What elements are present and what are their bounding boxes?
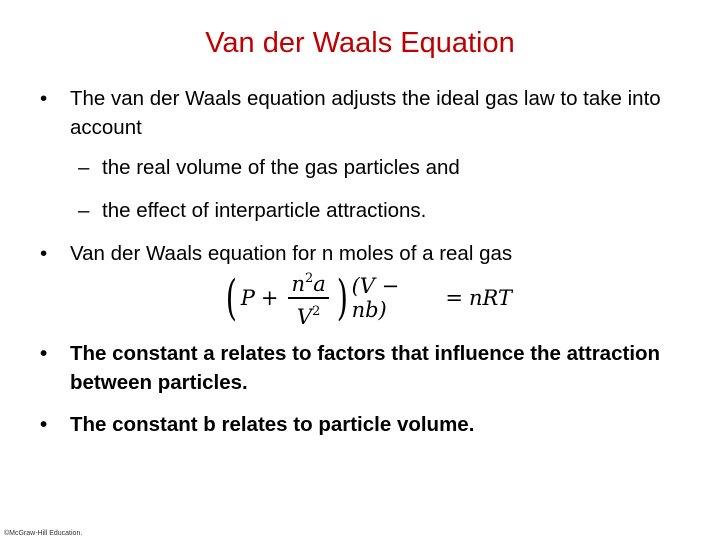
van-der-waals-equation bbox=[222, 266, 512, 330]
numerator-n: n bbox=[291, 272, 306, 297]
bullet-dot: • bbox=[40, 87, 48, 110]
bullet-constant-b bbox=[40, 410, 690, 439]
equation-plus: + bbox=[260, 286, 279, 310]
equation-numerator bbox=[288, 266, 328, 297]
equation-close-paren: ) bbox=[336, 270, 348, 326]
sub-bullet-dash: – bbox=[78, 156, 90, 179]
bullet-constant-a bbox=[40, 339, 690, 397]
equation-volume-term: (V − nb) bbox=[351, 274, 400, 322]
sub-bullet-real-volume bbox=[78, 153, 678, 182]
bullet-text: The constant a relates to factors that influence the attraction between particles. bbox=[70, 342, 661, 394]
slide-title: Van der Waals Equation bbox=[205, 27, 515, 59]
bullet-text: Van der Waals equation for n moles of a real gas bbox=[70, 242, 513, 265]
equation-denominator bbox=[294, 299, 323, 330]
bullet-text: The constant b relates to particle volume. bbox=[70, 413, 475, 436]
bullet-text: The van der Waals equation adjusts the ideal gas law to take into account bbox=[70, 87, 661, 139]
bullet-dot: • bbox=[40, 242, 48, 265]
bullet-equation-intro bbox=[40, 239, 690, 268]
sub-bullet-interparticle-attractions bbox=[78, 196, 678, 225]
numerator-a: a bbox=[313, 272, 326, 297]
denominator-v: V bbox=[296, 304, 313, 329]
sub-bullet-text: the real volume of the gas particles and bbox=[102, 156, 460, 179]
equation-rhs: nRT bbox=[469, 286, 512, 310]
equation-fraction bbox=[288, 266, 328, 330]
denominator-exponent: 2 bbox=[312, 303, 321, 319]
sub-bullet-text: the effect of interparticle attractions. bbox=[102, 199, 427, 222]
equation-equals: = bbox=[445, 286, 464, 310]
bullet-dot: • bbox=[40, 413, 48, 436]
equation-pressure: P bbox=[240, 286, 255, 310]
bullet-ideal-gas-adjustment bbox=[40, 84, 690, 142]
numerator-exponent: 2 bbox=[305, 271, 314, 287]
equation-open-paren: ( bbox=[225, 270, 237, 326]
bullet-dot: • bbox=[40, 342, 48, 365]
sub-bullet-dash: – bbox=[78, 199, 90, 222]
copyright-footer: ©McGraw-Hill Education. bbox=[4, 530, 83, 537]
